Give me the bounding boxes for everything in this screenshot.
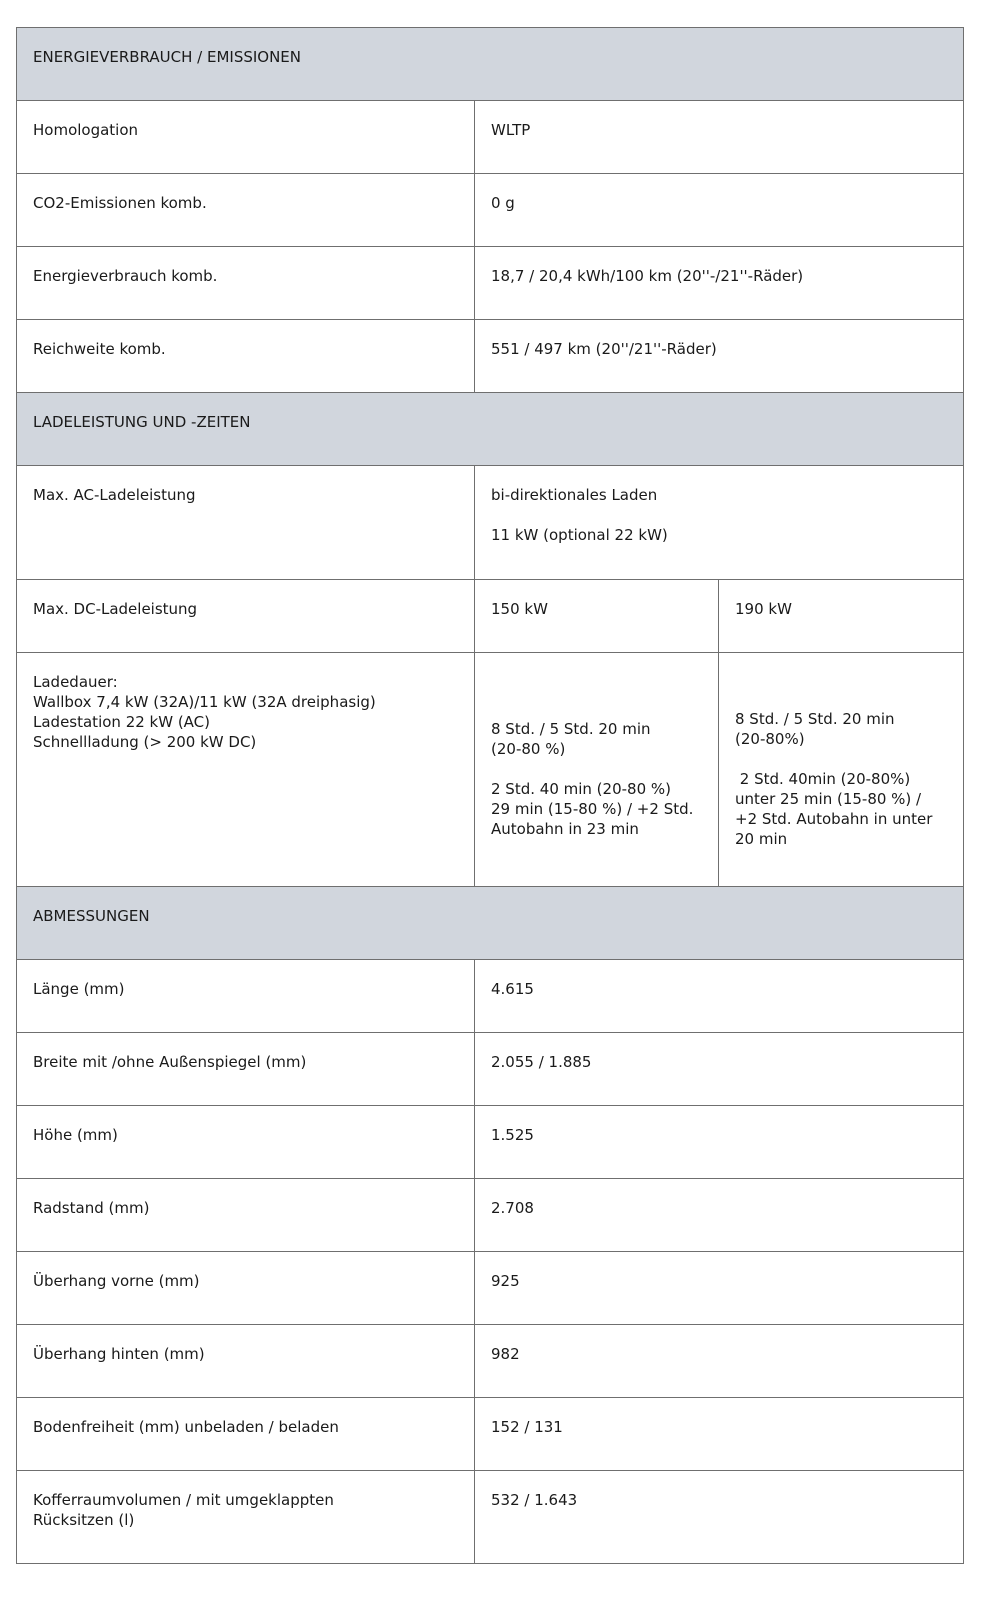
duration-label-line: Schnellladung (> 200 kW DC) [33, 733, 257, 751]
row-label: Energieverbrauch komb. [17, 247, 475, 320]
ac-value-line: bi-direktionales Laden [491, 486, 658, 504]
row-value: 4.615 [475, 960, 964, 1033]
duration-a-line: Autobahn in 23 min [491, 820, 639, 838]
row-label: CO2-Emissionen komb. [17, 174, 475, 247]
row-label: Breite mit /ohne Außenspiegel (mm) [17, 1033, 475, 1106]
row-value: 18,7 / 20,4 kWh/100 km (20''-/21''-Räder) [475, 247, 964, 320]
row-label [17, 1471, 475, 1564]
row-label [17, 653, 475, 887]
table-row [17, 320, 964, 393]
trunk-label-line: Rücksitzen (l) [33, 1511, 135, 1529]
row-label: Radstand (mm) [17, 1179, 475, 1252]
duration-label-line: Ladestation 22 kW (AC) [33, 713, 211, 731]
dc-value-b: 190 kW [719, 580, 964, 653]
table-row [17, 247, 964, 320]
ac-value-line: 11 kW (optional 22 kW) [491, 526, 668, 544]
table-row [17, 1325, 964, 1398]
duration-value-b [719, 653, 964, 887]
duration-value-a [475, 653, 719, 887]
row-value: 152 / 131 [475, 1398, 964, 1471]
row-label: Höhe (mm) [17, 1106, 475, 1179]
duration-b-line: unter 25 min (15-80 %) / [735, 790, 922, 808]
row-value: 2.055 / 1.885 [475, 1033, 964, 1106]
row-value: 2.708 [475, 1179, 964, 1252]
table-row [17, 1033, 964, 1106]
row-value: 551 / 497 km (20''/21''-Räder) [475, 320, 964, 393]
section-header-charging [17, 393, 964, 466]
table-row [17, 174, 964, 247]
table-row-ac-charging [17, 466, 964, 580]
table-row-dc-charging [17, 580, 964, 653]
section-title: ENERGIEVERBRAUCH / EMISSIONEN [17, 28, 964, 101]
table-row-trunk [17, 1471, 964, 1564]
row-label: Reichweite komb. [17, 320, 475, 393]
section-header-energy [17, 28, 964, 101]
duration-b-line: (20-80%) [735, 730, 805, 748]
row-value [475, 466, 964, 580]
row-value: 1.525 [475, 1106, 964, 1179]
section-title: ABMESSUNGEN [17, 887, 964, 960]
table-row-charging-duration [17, 653, 964, 887]
duration-a-line: 29 min (15-80 %) / +2 Std. [491, 800, 694, 818]
table-row [17, 1398, 964, 1471]
row-label: Homologation [17, 101, 475, 174]
section-title: LADELEISTUNG UND -ZEITEN [17, 393, 964, 466]
table-row [17, 960, 964, 1033]
duration-a-line: 8 Std. / 5 Std. 20 min [491, 720, 651, 738]
dc-value-a: 150 kW [475, 580, 719, 653]
duration-a-line: (20-80 %) [491, 740, 566, 758]
row-value: 982 [475, 1325, 964, 1398]
duration-label-line: Ladedauer: [33, 673, 118, 691]
row-label: Länge (mm) [17, 960, 475, 1033]
duration-b-line: 8 Std. / 5 Std. 20 min [735, 710, 895, 728]
table-row [17, 1179, 964, 1252]
row-label: Überhang vorne (mm) [17, 1252, 475, 1325]
duration-b-line: +2 Std. Autobahn in unter [735, 810, 933, 828]
duration-label-line: Wallbox 7,4 kW (32A)/11 kW (32A dreiphasig) [33, 693, 376, 711]
row-value: 0 g [475, 174, 964, 247]
row-value: 925 [475, 1252, 964, 1325]
trunk-label-line: Kofferraumvolumen / mit umgeklappten [33, 1491, 334, 1509]
table-row [17, 1252, 964, 1325]
duration-b-line: 2 Std. 40min (20-80%) [735, 770, 911, 788]
duration-a-line: 2 Std. 40 min (20-80 %) [491, 780, 671, 798]
row-label: Max. DC-Ladeleistung [17, 580, 475, 653]
row-value: WLTP [475, 101, 964, 174]
spec-table [16, 27, 964, 1564]
section-header-dimensions [17, 887, 964, 960]
table-row [17, 1106, 964, 1179]
row-label: Max. AC-Ladeleistung [17, 466, 475, 580]
table-row [17, 101, 964, 174]
row-label: Überhang hinten (mm) [17, 1325, 475, 1398]
row-value: 532 / 1.643 [475, 1471, 964, 1564]
row-label: Bodenfreiheit (mm) unbeladen / beladen [17, 1398, 475, 1471]
duration-b-line: 20 min [735, 830, 788, 848]
